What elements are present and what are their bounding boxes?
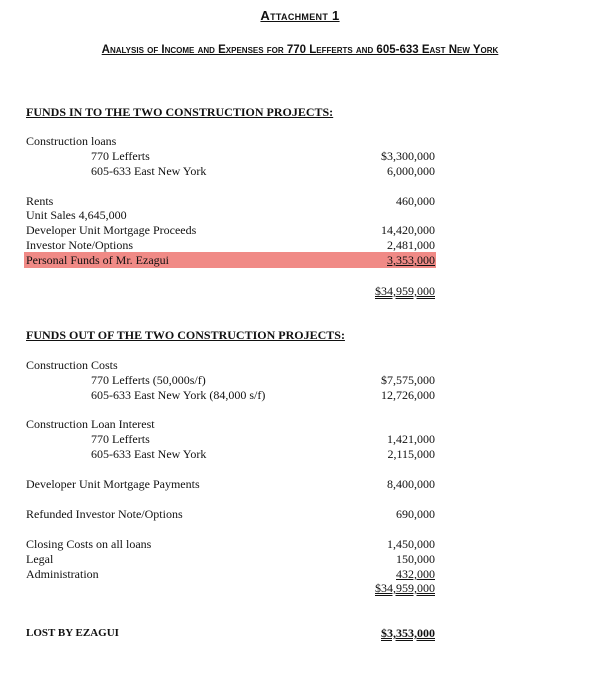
- legal-row: [0, 552, 600, 567]
- investor-row: [0, 238, 600, 253]
- funds-in-total-row: [0, 284, 600, 299]
- mortgage-payments-row: [0, 477, 600, 492]
- interest-eny-value: 2,115,000: [387, 447, 435, 461]
- lost-label: LOST BY EZAGUI: [26, 627, 119, 639]
- mortgage-proceeds-row: [0, 223, 600, 238]
- loan-eny-row: [0, 164, 600, 179]
- funds-out-heading: FUNDS OUT OF THE TWO CONSTRUCTION PROJECTS:: [26, 328, 345, 342]
- interest-lefferts-row: [0, 432, 600, 447]
- construction-loans-row: [0, 134, 600, 149]
- construction-costs-label: Construction Costs: [26, 358, 118, 372]
- loan-lefferts-value: $3,300,000: [381, 149, 435, 163]
- rents-label: Rents: [26, 194, 54, 208]
- refunded-label: Refunded Investor Note/Options: [26, 507, 183, 521]
- loan-lefferts-row: [0, 149, 600, 164]
- refunded-value: 690,000: [396, 507, 435, 521]
- personal-funds-row: [0, 253, 600, 268]
- admin-label: Administration: [26, 567, 99, 581]
- construction-costs-row: [0, 358, 600, 373]
- closing-label: Closing Costs on all loans: [26, 537, 152, 551]
- interest-row: [0, 417, 600, 432]
- personal-funds-label: Personal Funds of Mr. Ezagui: [26, 253, 169, 267]
- unit-sales-label: Unit Sales 4,645,000: [26, 208, 127, 222]
- legal-label: Legal: [26, 552, 54, 566]
- interest-lefferts-value: 1,421,000: [387, 432, 435, 446]
- admin-row: [0, 567, 600, 582]
- funds-in-heading: FUNDS IN TO THE TWO CONSTRUCTION PROJECTS:: [26, 105, 334, 119]
- closing-row: [0, 537, 600, 552]
- mortgage-proceeds-value: 14,420,000: [381, 223, 435, 237]
- cost-lefferts-label: 770 Lefferts (50,000s/f): [91, 373, 206, 387]
- interest-lefferts-label: 770 Lefferts: [91, 432, 150, 446]
- attachment-title: Attachment 1: [260, 8, 340, 23]
- analysis-subtitle: Analysis of Income and Expenses for 770 Lefferts and 605-633 East New York: [101, 44, 499, 56]
- rents-value: 460,000: [396, 194, 435, 208]
- loan-eny-label: 605-633 East New York: [91, 164, 207, 178]
- mortgage-payments-value: 8,400,000: [387, 477, 435, 491]
- cost-eny-row: [0, 388, 600, 403]
- funds-out-total-value: $34,959,000: [375, 581, 435, 595]
- cost-lefferts-value: $7,575,000: [381, 373, 435, 387]
- investor-label: Investor Note/Options: [26, 238, 133, 252]
- interest-eny-label: 605-633 East New York: [91, 447, 207, 461]
- construction-loans-label: Construction loans: [26, 134, 117, 148]
- loan-lefferts-label: 770 Lefferts: [91, 149, 150, 163]
- investor-value: 2,481,000: [387, 238, 435, 252]
- funds-in-total-value: $34,959,000: [375, 284, 435, 298]
- interest-label: Construction Loan Interest: [26, 417, 155, 431]
- refunded-row: [0, 507, 600, 522]
- legal-value: 150,000: [396, 552, 435, 566]
- lost-value: $3,353,000: [381, 626, 435, 640]
- interest-eny-row: [0, 447, 600, 462]
- mortgage-payments-label: Developer Unit Mortgage Payments: [26, 477, 200, 491]
- personal-funds-value: 3,353,000: [387, 253, 435, 267]
- funds-out-total-row: [0, 581, 600, 596]
- loan-eny-value: 6,000,000: [387, 164, 435, 178]
- cost-eny-value: 12,726,000: [381, 388, 435, 402]
- rents-row: [0, 194, 600, 209]
- cost-lefferts-row: [0, 373, 600, 388]
- admin-value: 432,000: [396, 567, 435, 581]
- cost-eny-label: 605-633 East New York (84,000 s/f): [91, 388, 266, 402]
- closing-value: 1,450,000: [387, 537, 435, 551]
- unit-sales-row: [0, 208, 600, 223]
- lost-row: [0, 626, 600, 641]
- mortgage-proceeds-label: Developer Unit Mortgage Proceeds: [26, 223, 197, 237]
